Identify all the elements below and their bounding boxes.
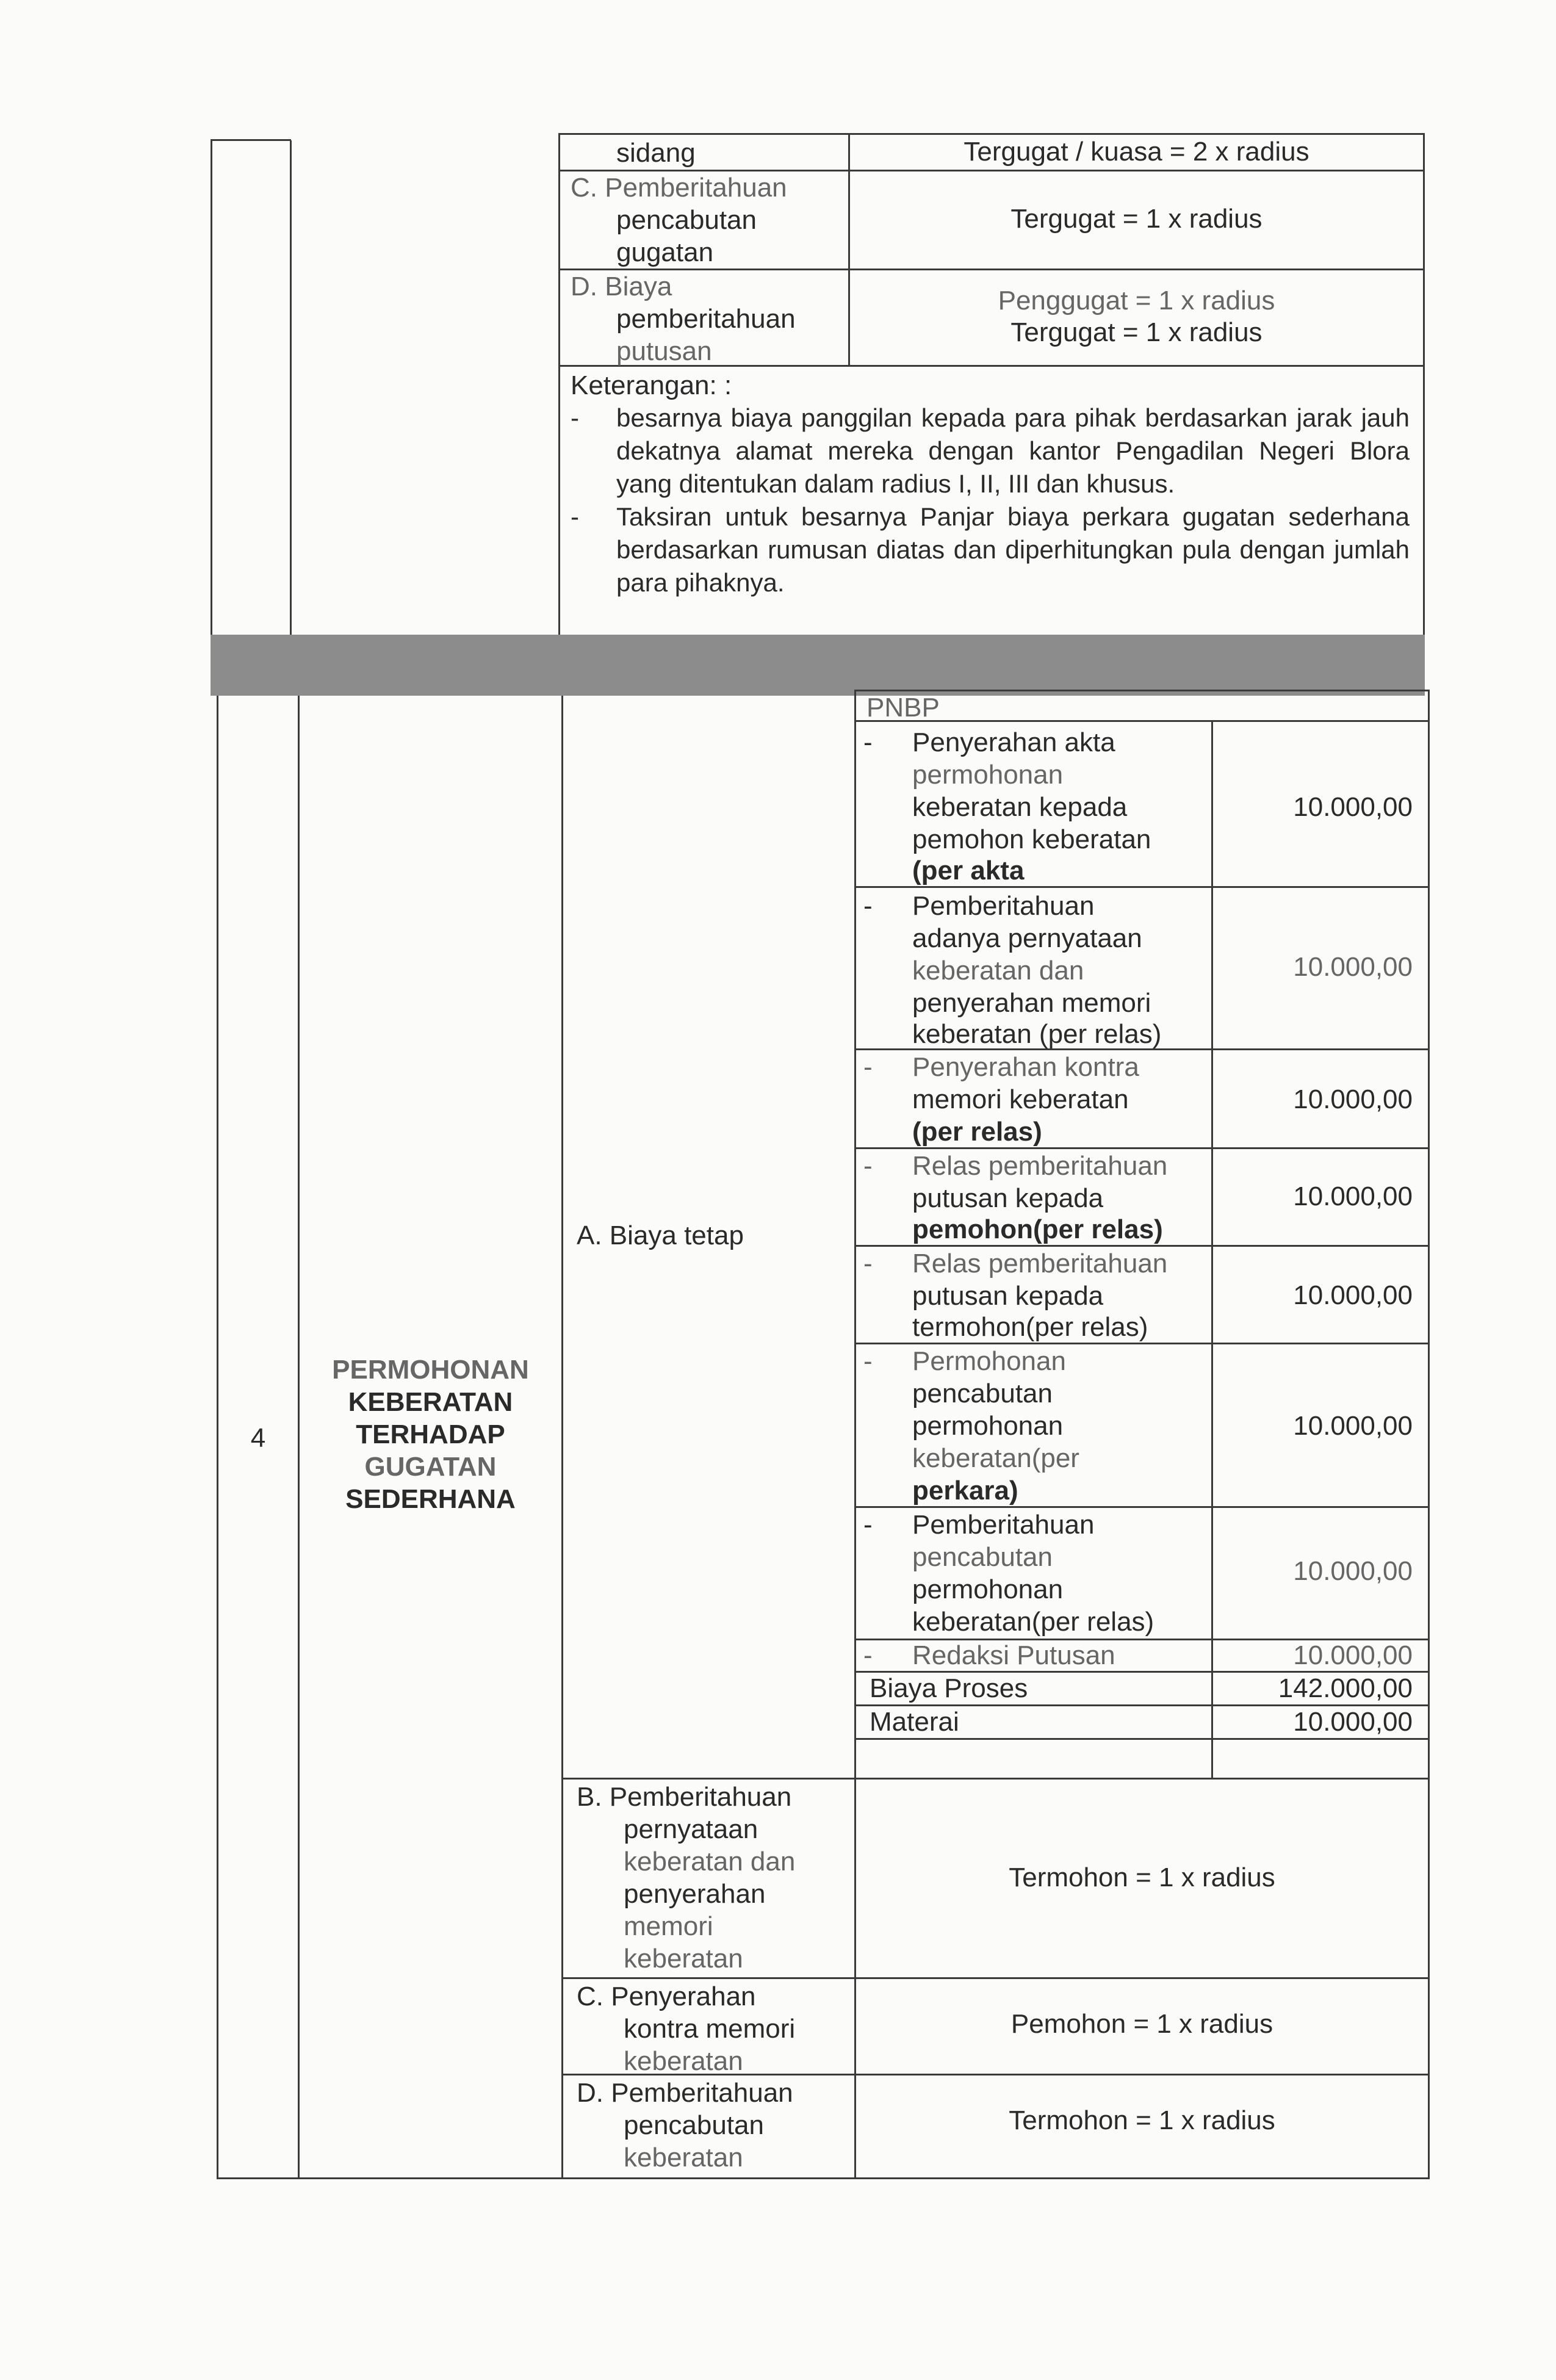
item-line: Pemberitahuan xyxy=(912,1510,1095,1540)
item-line: Relas pemberitahuan xyxy=(912,1151,1168,1181)
row-d-label-line: keberatan xyxy=(624,2143,743,2173)
row-b-label-line: B. Pemberitahuan xyxy=(577,1782,792,1812)
materai-amount: 10.000,00 xyxy=(1293,1707,1413,1737)
keterangan-item: - besarnya biaya panggilan kepada para pihak berdasarkan jarak jauh dekatnya alamat mereka dengan kantor Pengadilan Negeri Blora yang ditentukan dalam radius I, II, III dan khusus. xyxy=(571,403,1410,498)
row-c-label-line: pencabutan xyxy=(616,205,757,235)
item-line: keberatan kepada xyxy=(912,792,1128,822)
row-c-value: Tergugat = 1 x radius xyxy=(1010,204,1262,234)
row-d-label-line: D. Pemberitahuan xyxy=(577,2078,793,2108)
keterangan-item: - Taksiran untuk besarnya Panjar biaya perkara gugatan sederhana berdasarkan rumusan diatas dan diperhitungkan pula dengan jumlah para pihaknya. xyxy=(571,502,1410,597)
item-line: pencabutan xyxy=(912,1379,1053,1408)
item-line: pencabutan xyxy=(912,1542,1053,1572)
row-d-label-line: pemberitahuan xyxy=(616,304,796,334)
item-line: penyerahan memori xyxy=(912,988,1151,1018)
section-title-line: TERHADAP xyxy=(356,1419,505,1449)
keterangan-title: Keterangan: : xyxy=(571,370,732,400)
item-amount: 10.000,00 xyxy=(1293,1084,1413,1114)
item-line: Relas pemberitahuan xyxy=(912,1249,1168,1278)
item-dash: - xyxy=(863,891,873,921)
row-sidang-label: sidang xyxy=(616,138,696,168)
row-c-label-line: kontra memori xyxy=(624,2014,796,2044)
item-amount: 10.000,00 xyxy=(1293,1181,1413,1211)
row-b-label-line: pernyataan xyxy=(624,1814,758,1844)
item-dash: - xyxy=(863,1151,873,1181)
pnbp-label: PNBP xyxy=(866,693,940,723)
item-line: termohon(per relas) xyxy=(912,1312,1148,1342)
row-c-label-line: C. Pemberitahuan xyxy=(571,173,787,203)
item-line: (per relas) xyxy=(912,1117,1042,1147)
item-dash: - xyxy=(863,1249,873,1278)
table-border xyxy=(854,720,1429,722)
item-dash: - xyxy=(863,1052,873,1082)
item-amount: 10.000,00 xyxy=(1293,1640,1413,1670)
table-border xyxy=(848,134,850,366)
table-border xyxy=(561,1778,1429,1780)
item-amount: 10.000,00 xyxy=(1293,952,1413,982)
row-d-label-line: pencabutan xyxy=(624,2110,764,2140)
row-d-value: Termohon = 1 x radius xyxy=(1009,2105,1275,2135)
row-c-label-line: keberatan xyxy=(624,2046,743,2076)
table-border xyxy=(211,139,291,141)
keterangan-item-text: besarnya biaya panggilan kepada para pihak berdasarkan jarak jauh dekatnya alamat mereka dengan kantor Pengadilan Negeri Blora yang ditentukan dalam radius I, II, III dan khusus. xyxy=(616,403,1410,498)
biaya-proses-amount: 142.000,00 xyxy=(1278,1673,1413,1703)
table-border xyxy=(217,2177,1430,2179)
table-border xyxy=(854,690,856,2179)
biaya-proses-label: Biaya Proses xyxy=(870,1673,1028,1703)
item-line: putusan kepada xyxy=(912,1281,1104,1311)
item-line: adanya pernyataan xyxy=(912,923,1142,953)
item-line: Redaksi Putusan xyxy=(912,1640,1115,1670)
table-border xyxy=(561,696,563,2179)
table-border xyxy=(290,140,292,635)
item-dash: - xyxy=(863,1640,873,1670)
item-line: Pemberitahuan xyxy=(912,891,1095,921)
row-b-label-line: keberatan dan xyxy=(624,1847,796,1877)
row-d-label-line: D. Biaya xyxy=(571,272,672,301)
table-border xyxy=(558,133,1425,135)
item-line: pemohon(per relas) xyxy=(912,1214,1163,1244)
section-number: 4 xyxy=(250,1423,266,1453)
item-line: Penyerahan kontra xyxy=(912,1052,1139,1082)
item-line: permohonan xyxy=(912,1574,1064,1604)
table-border xyxy=(561,1977,1429,1979)
item-line: permohonan xyxy=(912,1411,1064,1441)
item-line: pemohon keberatan xyxy=(912,824,1151,854)
table-border xyxy=(1428,690,1430,2179)
item-amount: 10.000,00 xyxy=(1293,792,1413,822)
item-line: Penyerahan akta xyxy=(912,727,1115,757)
item-line: (per akta xyxy=(912,856,1025,885)
row-d-value-1: Penggugat = 1 x radius xyxy=(998,286,1275,316)
table-border xyxy=(558,269,1425,270)
item-line: memori keberatan xyxy=(912,1084,1129,1114)
item-line: putusan kepada xyxy=(912,1183,1104,1213)
row-c-label-line: C. Penyerahan xyxy=(577,1982,756,2011)
section-title-line: GUGATAN xyxy=(364,1452,497,1482)
item-dash: - xyxy=(863,1346,873,1376)
biaya-tetap-label: A. Biaya tetap xyxy=(577,1221,744,1250)
item-line: keberatan (per relas) xyxy=(912,1019,1162,1049)
table-border xyxy=(1423,134,1425,635)
row-sidang-value: Tergugat / kuasa = 2 x radius xyxy=(963,137,1309,167)
section-title-line: PERMOHONAN xyxy=(332,1355,529,1385)
item-amount: 10.000,00 xyxy=(1293,1556,1413,1586)
row-b-label-line: keberatan xyxy=(624,1944,743,1974)
keterangan-item-text: Taksiran untuk besarnya Panjar biaya perkara gugatan sederhana berdasarkan rumusan diatas dan diperhitungkan pula dengan jumlah para pihaknya. xyxy=(616,502,1410,597)
item-line: Permohonan xyxy=(912,1346,1066,1376)
row-c-label-line: gugatan xyxy=(616,237,714,267)
item-amount: 10.000,00 xyxy=(1293,1280,1413,1310)
keterangan-list xyxy=(564,402,1410,599)
materai-label: Materai xyxy=(870,1707,959,1737)
section-title-line: KEBERATAN xyxy=(348,1387,513,1417)
table-border xyxy=(854,1738,1429,1740)
item-line: keberatan(per xyxy=(912,1443,1079,1473)
item-line: keberatan dan xyxy=(912,956,1084,986)
item-dash: - xyxy=(863,727,873,757)
table-border xyxy=(558,134,560,635)
row-d-label-line: putusan xyxy=(616,336,712,366)
item-line: perkara) xyxy=(912,1476,1018,1506)
section-separator xyxy=(211,635,1425,696)
table-border xyxy=(854,690,1429,691)
item-line: keberatan(per relas) xyxy=(912,1607,1154,1637)
table-border xyxy=(211,140,212,635)
item-line: permohonan xyxy=(912,760,1064,790)
item-dash: - xyxy=(863,1510,873,1540)
table-border xyxy=(1211,720,1213,1779)
row-d-value-2: Tergugat = 1 x radius xyxy=(1010,317,1262,347)
row-b-label-line: memori xyxy=(624,1911,713,1941)
item-amount: 10.000,00 xyxy=(1293,1411,1413,1441)
row-b-value: Termohon = 1 x radius xyxy=(1009,1863,1275,1892)
row-b-label-line: penyerahan xyxy=(624,1879,766,1909)
row-c-value: Pemohon = 1 x radius xyxy=(1010,2009,1273,2039)
section-title-line: SEDERHANA xyxy=(345,1484,516,1514)
